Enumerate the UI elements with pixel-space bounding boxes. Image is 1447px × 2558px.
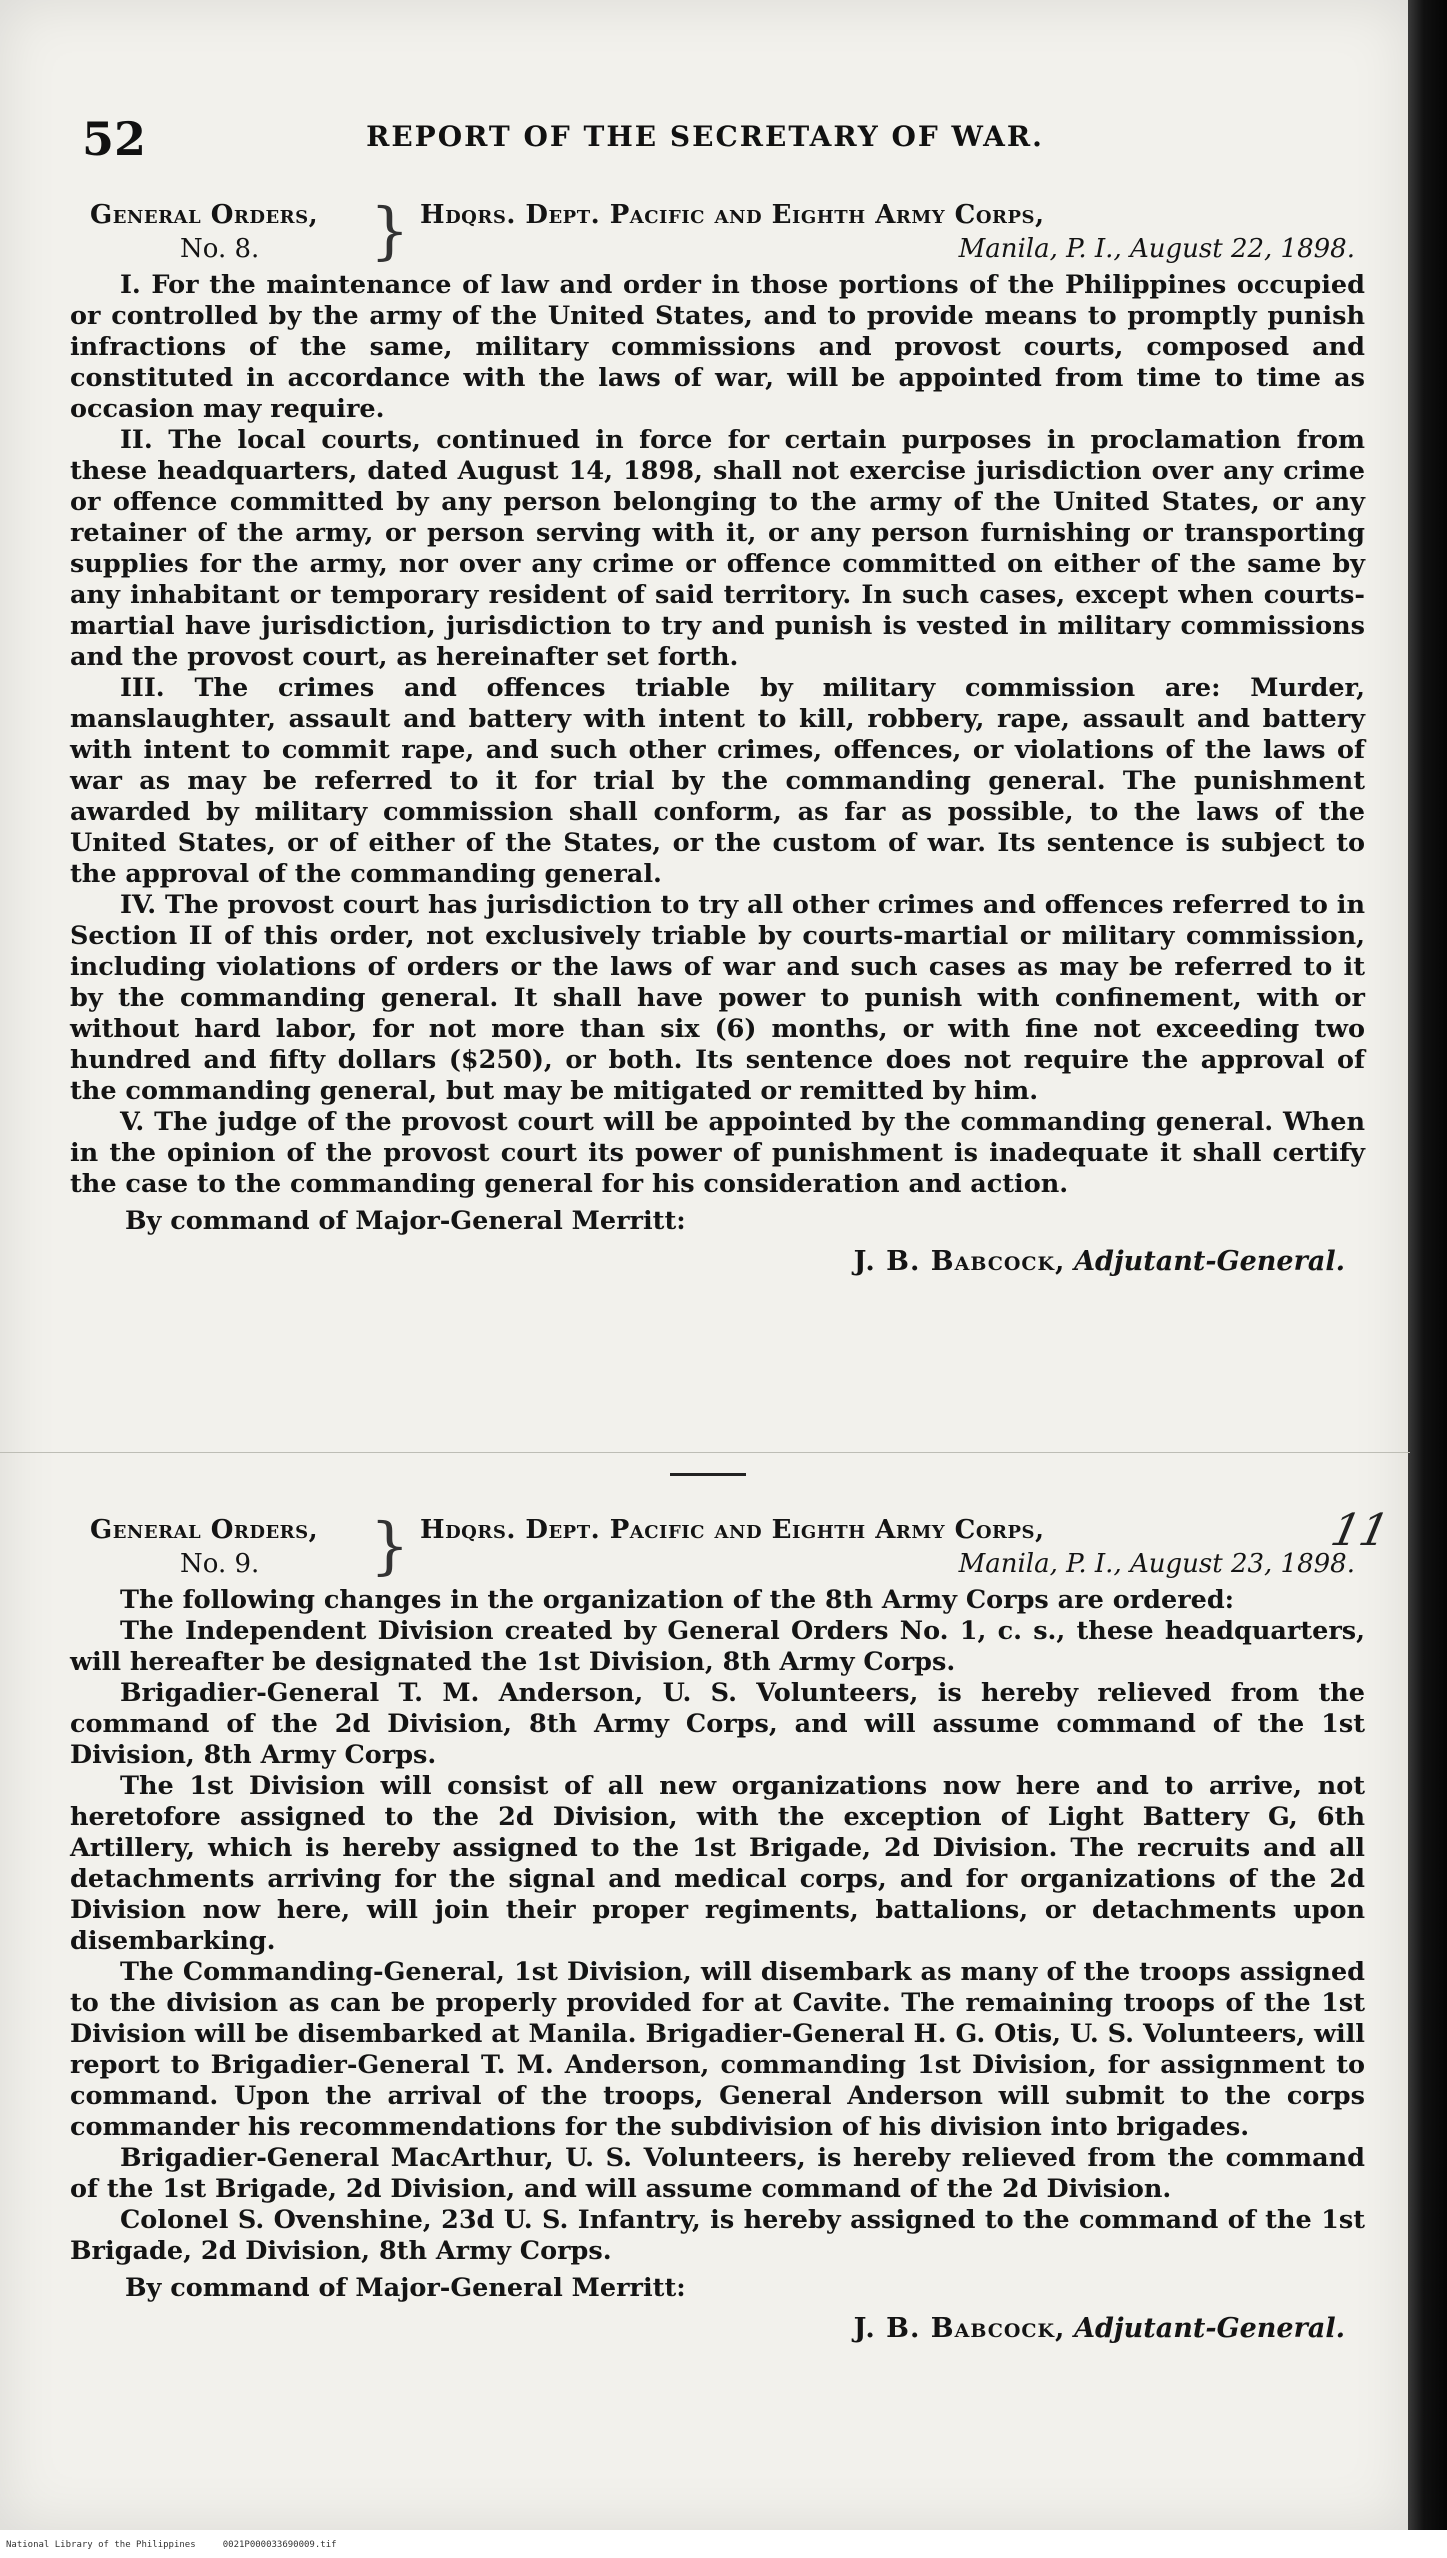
brace-mark: } xyxy=(370,1509,410,1582)
paragraph-4: The 1st Division will consist of all new organizations now here and to arrive, not heretofore assigned to the 2d Division, with the exception of Light Battery G, 6th Artillery, which is hereby assigned to the 1st Brigade, 2d Division. The recruits and all detachments arriving for the signal and medical corps, and for organizations of the 2d Division now here, will join their proper regiments, battalions, or detachments upon disembarking. xyxy=(70,1771,1365,1956)
paragraph-3: Brigadier-General T. M. Anderson, U. S. Volunteers, is hereby relieved from the command of the 2d Division, 8th Army Corps, and will assume command of the 1st Division, 8th Army Corps. xyxy=(70,1678,1365,1770)
page-number: 52 xyxy=(82,112,147,166)
handwritten-margin-note: 11 xyxy=(1326,1505,1394,1556)
paragraph-5: The Commanding-General, 1st Division, will disembark as many of the troops assigned to the division as can be properly provided for at Cavite. The remaining troops of the 1st Division will be disembarked at Manila. Brigadier-General H. G. Otis, U. S. Volunteers, will report to Brigadier-General T. M. Anderson, commanding 1st Division, for assignment to command. Upon the arrival of the troops, General Anderson will submit to the corps commander his recommendations for the subdivision of his division into brigades. xyxy=(70,1957,1365,2142)
paragraph-6: Brigadier-General MacArthur, U. S. Volunteers, is hereby relieved from the command of the 1st Brigade, 2d Division, and will assume command of the 2d Division. xyxy=(70,2143,1365,2204)
paragraph-2: II. The local courts, continued in force for certain purposes in proclamation from these headquarters, dated August 14, 1898, shall not exercise jurisdiction over any crime or offence committed by any person belonging to the army of the United States, or any retainer of the army, or person serving with it, or any person furnishing or transporting supplies for the army, nor over any crime or offence committed on either of the same by any inhabitant or temporary resident of said territory. In such cases, except when courts-martial have jurisdiction, jurisdiction to try and punish is vested in military commissions and the provost court, as hereinafter set forth. xyxy=(70,425,1365,672)
by-command-line: By command of Major-General Merritt: xyxy=(125,2273,686,2303)
headquarters-line: Hdqrs. Dept. Pacific and Eighth Army Corps, xyxy=(420,1515,1045,1545)
scan-footer-caption: National Library of the Philippines 0021P000033690009.tif xyxy=(6,2540,337,2550)
order-header xyxy=(70,194,1365,270)
paragraph-5: V. The judge of the provost court will be appointed by the commanding general. When in the opinion of the provost court its power of punishment is inadequate it shall certify the case to the commanding general for his consideration and action. xyxy=(70,1107,1365,1199)
by-command-line: By command of Major-General Merritt: xyxy=(125,1206,686,1236)
paragraph-4: IV. The provost court has jurisdiction to try all other crimes and offences referred to in Section II of this order, not exclusively triable by courts-martial or military commission, including violations of orders or the laws of war and such cases as may be referred to it by the commanding general. It shall have power to punish with confinement, with or without hard labor, for not more than six (6) months, or with fine not exceeding two hundred and fifty dollars ($250), or both. Its sentence does not require the approval of the commanding general, but may be mitigated or remitted by him. xyxy=(70,890,1365,1106)
paragraph-2: The Independent Division created by General Orders No. 1, c. s., these headquarters, will hereafter be designated the 1st Division, 8th Army Corps. xyxy=(70,1616,1365,1677)
signature-name: J. B. Babcock, xyxy=(853,2313,1066,2344)
scan-dark-edge xyxy=(1408,0,1447,2530)
order-number: No. 8. xyxy=(180,234,260,264)
place-date: Manila, P. I., August 23, 1898. xyxy=(958,1549,1355,1579)
headquarters-line: Hdqrs. Dept. Pacific and Eighth Army Corps, xyxy=(420,200,1045,230)
paragraph-1: The following changes in the organization of the 8th Army Corps are ordered: xyxy=(120,1585,1235,1615)
signature-title: Adjutant-General. xyxy=(1074,2313,1345,2344)
running-head: REPORT OF THE SECRETARY OF WAR. xyxy=(366,120,1044,153)
signature-block xyxy=(70,2313,1365,2344)
paragraph-1: I. For the maintenance of law and order in those portions of the Philippines occupied or controlled by the army of the United States, and to provide means to promptly punish infractions of the same, military commissions and provost courts, composed and constituted in accordance with the laws of war, will be appointed from time to time as occasion may require. xyxy=(70,270,1365,424)
paragraph-3: III. The crimes and offences triable by military commission are: Murder, manslaughter, assault and battery with intent to kill, robbery, rape, assault and battery with intent to commit rape, and such other crimes, offences, or violations of the laws of war as may be referred to it for trial by the commanding general. The punishment awarded by military commission shall conform, as far as possible, to the laws of the United States, or of either of the States, or the custom of war. Its sentence is subject to the approval of the commanding general. xyxy=(70,673,1365,889)
paragraph-7: Colonel S. Ovenshine, 23d U. S. Infantry, is hereby assigned to the command of the 1st Brigade, 2d Division, 8th Army Corps. xyxy=(70,2205,1365,2266)
page-fold-line xyxy=(0,1452,1410,1453)
signature-name: J. B. Babcock, xyxy=(853,1246,1066,1277)
place-date: Manila, P. I., August 22, 1898. xyxy=(958,234,1355,264)
general-orders-label: General Orders, xyxy=(90,1515,319,1545)
general-orders-8 xyxy=(70,194,1365,1277)
general-orders-label: General Orders, xyxy=(90,200,319,230)
section-separator xyxy=(670,1473,746,1476)
order-number: No. 9. xyxy=(180,1549,260,1579)
brace-mark: } xyxy=(370,194,410,267)
signature-block xyxy=(70,1246,1365,1277)
signature-title: Adjutant-General. xyxy=(1074,1246,1345,1277)
